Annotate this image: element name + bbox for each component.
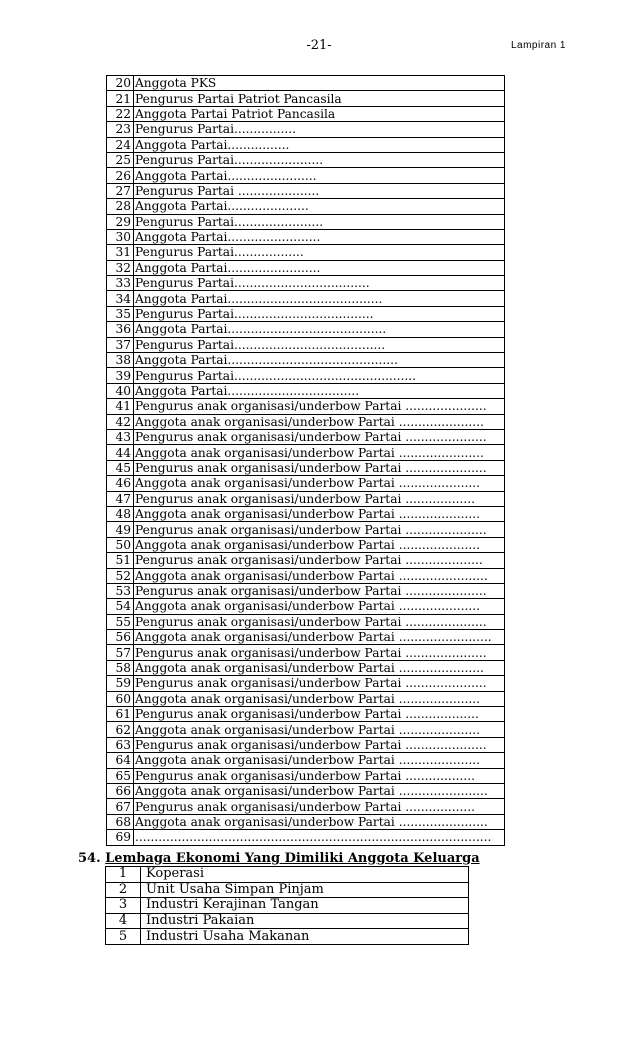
row-label: Industri Usaha Makanan bbox=[141, 929, 469, 945]
table-row bbox=[107, 368, 505, 383]
table-row bbox=[107, 583, 505, 598]
table-row bbox=[107, 322, 505, 337]
row-number: 28 bbox=[107, 199, 134, 214]
table-row bbox=[107, 783, 505, 798]
row-number: 63 bbox=[107, 737, 134, 752]
row-label: Anggota anak organisasi/underbow Partai ..................... bbox=[134, 722, 505, 737]
table-row bbox=[107, 414, 505, 429]
table-row bbox=[107, 814, 505, 829]
row-label: Anggota Partai.................................. bbox=[134, 383, 505, 398]
party-membership-table-body bbox=[107, 76, 505, 846]
row-number: 68 bbox=[107, 814, 134, 829]
section-54-heading: Lembaga Ekonomi Yang Dimiliki Anggota Keluarga bbox=[105, 851, 480, 866]
table-row bbox=[107, 291, 505, 306]
row-label: Pengurus Partai............................................... bbox=[134, 368, 505, 383]
row-number: 66 bbox=[107, 783, 134, 798]
row-label: Pengurus anak organisasi/underbow Partai ..................... bbox=[134, 676, 505, 691]
row-label: Pengurus Partai.................. bbox=[134, 245, 505, 260]
row-label: Pengurus anak organisasi/underbow Partai .................. bbox=[134, 768, 505, 783]
row-label: Anggota Partai............................................ bbox=[134, 353, 505, 368]
table-row bbox=[107, 676, 505, 691]
row-number: 22 bbox=[107, 106, 134, 121]
row-label: Pengurus Partai Patriot Pancasila bbox=[134, 91, 505, 106]
table-row bbox=[107, 337, 505, 352]
table-row bbox=[107, 214, 505, 229]
row-label: Industri Kerajinan Tangan bbox=[141, 898, 469, 914]
row-label: Anggota anak organisasi/underbow Partai ........................ bbox=[134, 630, 505, 645]
table-row bbox=[107, 460, 505, 475]
row-number: 24 bbox=[107, 137, 134, 152]
row-number: 46 bbox=[107, 476, 134, 491]
row-label: Pengurus anak organisasi/underbow Partai .................. bbox=[134, 799, 505, 814]
row-number: 47 bbox=[107, 491, 134, 506]
table-row bbox=[107, 506, 505, 521]
row-label: Industri Pakaian bbox=[141, 913, 469, 929]
row-label: Anggota anak organisasi/underbow Partai ..................... bbox=[134, 506, 505, 521]
row-number: 49 bbox=[107, 522, 134, 537]
row-number: 1 bbox=[106, 867, 141, 883]
row-number: 39 bbox=[107, 368, 134, 383]
row-number: 43 bbox=[107, 429, 134, 444]
row-number: 26 bbox=[107, 168, 134, 183]
row-number: 42 bbox=[107, 414, 134, 429]
row-number: 3 bbox=[106, 898, 141, 914]
row-label: Pengurus anak organisasi/underbow Partai ................... bbox=[134, 707, 505, 722]
row-number: 52 bbox=[107, 568, 134, 583]
row-label: Anggota Partai......................................... bbox=[134, 322, 505, 337]
row-number: 48 bbox=[107, 506, 134, 521]
row-number: 58 bbox=[107, 660, 134, 675]
row-number: 29 bbox=[107, 214, 134, 229]
table-row bbox=[106, 929, 469, 945]
section-54-title bbox=[78, 851, 480, 866]
row-label: Pengurus anak organisasi/underbow Partai ..................... bbox=[134, 583, 505, 598]
table-row bbox=[107, 491, 505, 506]
row-label: Pengurus Partai.................................... bbox=[134, 306, 505, 321]
table-row bbox=[107, 106, 505, 121]
row-label: Anggota Partai..................... bbox=[134, 199, 505, 214]
row-label: Anggota anak organisasi/underbow Partai ...................... bbox=[134, 445, 505, 460]
table-row bbox=[106, 898, 469, 914]
table-row bbox=[107, 399, 505, 414]
row-number: 4 bbox=[106, 913, 141, 929]
row-label: Anggota PKS bbox=[134, 76, 505, 91]
table-row bbox=[107, 537, 505, 552]
row-number: 45 bbox=[107, 460, 134, 475]
table-row bbox=[107, 229, 505, 244]
row-number: 30 bbox=[107, 229, 134, 244]
table-row bbox=[107, 599, 505, 614]
row-label: Anggota Partai........................ bbox=[134, 260, 505, 275]
table-row bbox=[107, 76, 505, 91]
row-number: 31 bbox=[107, 245, 134, 260]
table-row bbox=[107, 168, 505, 183]
row-label: Pengurus Partai....................................... bbox=[134, 337, 505, 352]
row-label: Pengurus anak organisasi/underbow Partai ..................... bbox=[134, 399, 505, 414]
row-label: Koperasi bbox=[141, 867, 469, 883]
table-row bbox=[107, 645, 505, 660]
row-number: 62 bbox=[107, 722, 134, 737]
row-label: Anggota anak organisasi/underbow Partai ..................... bbox=[134, 476, 505, 491]
row-label: Anggota Partai........................ bbox=[134, 229, 505, 244]
row-number: 53 bbox=[107, 583, 134, 598]
row-label: Pengurus Partai....................... bbox=[134, 214, 505, 229]
table-row bbox=[107, 737, 505, 752]
table-row bbox=[106, 867, 469, 883]
party-membership-table bbox=[106, 75, 505, 846]
row-number: 54 bbox=[107, 599, 134, 614]
table-row bbox=[107, 630, 505, 645]
table-row bbox=[107, 260, 505, 275]
row-label: Anggota Partai Patriot Pancasila bbox=[134, 106, 505, 121]
section-54-number: 54. bbox=[78, 851, 101, 866]
row-label: Pengurus anak organisasi/underbow Partai .................... bbox=[134, 553, 505, 568]
table-row bbox=[107, 183, 505, 198]
table-row bbox=[107, 383, 505, 398]
row-label: Pengurus anak organisasi/underbow Partai ..................... bbox=[134, 522, 505, 537]
row-number: 32 bbox=[107, 260, 134, 275]
row-number: 57 bbox=[107, 645, 134, 660]
row-label: Anggota anak organisasi/underbow Partai ..................... bbox=[134, 537, 505, 552]
row-number: 51 bbox=[107, 553, 134, 568]
table-row bbox=[106, 882, 469, 898]
row-number: 38 bbox=[107, 353, 134, 368]
table-row bbox=[107, 768, 505, 783]
row-number: 27 bbox=[107, 183, 134, 198]
row-number: 37 bbox=[107, 337, 134, 352]
row-number: 44 bbox=[107, 445, 134, 460]
table-row bbox=[107, 245, 505, 260]
appendix-label: Lampiran 1 bbox=[510, 40, 566, 51]
row-number: 56 bbox=[107, 630, 134, 645]
row-label: Anggota Partai........................................ bbox=[134, 291, 505, 306]
table-row bbox=[107, 429, 505, 444]
table-row bbox=[107, 306, 505, 321]
table-row bbox=[107, 691, 505, 706]
row-number: 55 bbox=[107, 614, 134, 629]
row-label: Pengurus Partai ..................... bbox=[134, 183, 505, 198]
economic-institution-table bbox=[105, 866, 469, 945]
table-row bbox=[107, 553, 505, 568]
table-row bbox=[107, 137, 505, 152]
row-label: Anggota anak organisasi/underbow Partai ..................... bbox=[134, 753, 505, 768]
row-number: 33 bbox=[107, 276, 134, 291]
table-row bbox=[107, 353, 505, 368]
table-row bbox=[106, 913, 469, 929]
row-number: 23 bbox=[107, 122, 134, 137]
row-label: Anggota anak organisasi/underbow Partai ...................... bbox=[134, 414, 505, 429]
row-label: Pengurus anak organisasi/underbow Partai ..................... bbox=[134, 614, 505, 629]
row-label: ............................................................................................ bbox=[134, 830, 505, 845]
economic-institution-table-body bbox=[106, 867, 469, 945]
row-number: 60 bbox=[107, 691, 134, 706]
row-label: Unit Usaha Simpan Pinjam bbox=[141, 882, 469, 898]
table-row bbox=[107, 753, 505, 768]
row-number: 64 bbox=[107, 753, 134, 768]
page-number: -21- bbox=[306, 38, 332, 53]
table-row bbox=[107, 152, 505, 167]
row-number: 50 bbox=[107, 537, 134, 552]
table-row bbox=[107, 445, 505, 460]
row-number: 21 bbox=[107, 91, 134, 106]
row-number: 35 bbox=[107, 306, 134, 321]
row-number: 25 bbox=[107, 152, 134, 167]
table-row bbox=[107, 568, 505, 583]
table-row bbox=[107, 614, 505, 629]
row-number: 67 bbox=[107, 799, 134, 814]
row-label: Anggota anak organisasi/underbow Partai ....................... bbox=[134, 814, 505, 829]
table-row bbox=[107, 122, 505, 137]
row-number: 34 bbox=[107, 291, 134, 306]
row-label: Anggota anak organisasi/underbow Partai ....................... bbox=[134, 783, 505, 798]
row-label: Pengurus Partai....................... bbox=[134, 152, 505, 167]
row-number: 41 bbox=[107, 399, 134, 414]
table-row bbox=[107, 830, 505, 845]
row-number: 36 bbox=[107, 322, 134, 337]
table-row bbox=[107, 707, 505, 722]
row-number: 61 bbox=[107, 707, 134, 722]
table-row bbox=[107, 276, 505, 291]
row-label: Pengurus anak organisasi/underbow Partai ..................... bbox=[134, 645, 505, 660]
row-label: Anggota Partai................ bbox=[134, 137, 505, 152]
row-label: Pengurus anak organisasi/underbow Partai ..................... bbox=[134, 737, 505, 752]
table-row bbox=[107, 660, 505, 675]
row-number: 69 bbox=[107, 830, 134, 845]
table-row bbox=[107, 722, 505, 737]
table-row bbox=[107, 476, 505, 491]
row-number: 20 bbox=[107, 76, 134, 91]
row-label: Pengurus anak organisasi/underbow Partai ..................... bbox=[134, 460, 505, 475]
row-label: Anggota anak organisasi/underbow Partai ....................... bbox=[134, 568, 505, 583]
row-number: 40 bbox=[107, 383, 134, 398]
row-label: Pengurus anak organisasi/underbow Partai ..................... bbox=[134, 429, 505, 444]
row-label: Anggota Partai....................... bbox=[134, 168, 505, 183]
row-label: Pengurus Partai................................... bbox=[134, 276, 505, 291]
table-row bbox=[107, 522, 505, 537]
row-number: 5 bbox=[106, 929, 141, 945]
row-number: 2 bbox=[106, 882, 141, 898]
table-row bbox=[107, 91, 505, 106]
row-number: 65 bbox=[107, 768, 134, 783]
table-row bbox=[107, 799, 505, 814]
table-row bbox=[107, 199, 505, 214]
row-label: Pengurus anak organisasi/underbow Partai .................. bbox=[134, 491, 505, 506]
row-label: Anggota anak organisasi/underbow Partai ...................... bbox=[134, 660, 505, 675]
row-label: Anggota anak organisasi/underbow Partai ..................... bbox=[134, 599, 505, 614]
row-label: Anggota anak organisasi/underbow Partai ..................... bbox=[134, 691, 505, 706]
row-number: 59 bbox=[107, 676, 134, 691]
row-label: Pengurus Partai................ bbox=[134, 122, 505, 137]
